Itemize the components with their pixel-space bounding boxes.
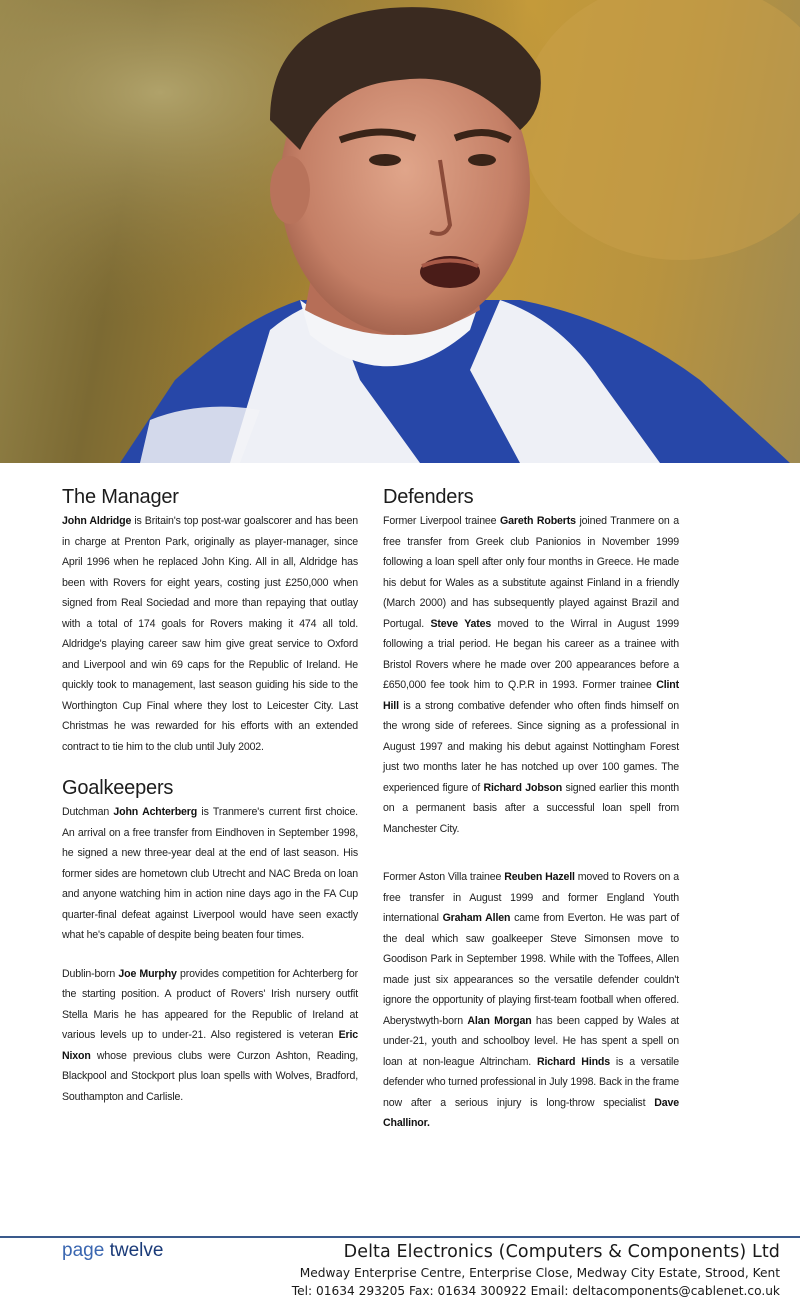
player-name: Dave Challinor. <box>383 1096 679 1129</box>
defenders-paragraph-2 <box>383 867 679 1134</box>
player-illustration <box>0 0 800 463</box>
text-run: Dublin-born <box>62 967 119 980</box>
text-run: is Tranmere's current first choice. An arrival on a free transfer from Eindhoven in September 1998, he signed a new three-year deal at the end of last season. His former sides are hometown club Utrecht and NAC Breda on loan and anyone watching him in action nine days ago in the FA Cup quarter-final defeat against Liverpool would have seen exactly what he's capable of despite being beaten four times. <box>62 806 358 941</box>
text-run: is a versatile defender who turned professional in July 1998. Back in the frame now after a serious injury is long-throw specialist <box>383 1055 679 1109</box>
player-name: Steve Yates <box>430 617 492 630</box>
left-column <box>62 484 358 1107</box>
page-label <box>62 1240 163 1262</box>
player-name: Clint Hill <box>383 679 679 712</box>
text-run: Former Liverpool trainee <box>383 515 501 527</box>
text-run: Former Aston Villa trainee <box>383 871 505 883</box>
player-name: Gareth Roberts <box>500 515 576 527</box>
manager-paragraph <box>62 511 358 757</box>
text-run: moved to the Wirral in August 1999 following a trial period. He began his career as a trainee with Bristol Rovers where he made over 200 appearances before a £650,000 fee took him to Q.P.R in 1993. Former trainee <box>383 617 679 691</box>
text-run: provides competition for Achterberg for the starting position. A product of Rovers' Irish nursery outfit Stella Maris he has appeared for the Republic of Ireland at various levels up to under-21. Also registered is veteran <box>62 967 358 1041</box>
player-name: Reuben Hazell <box>504 871 575 883</box>
text-run: Dutchman <box>62 806 114 818</box>
player-name: Richard Jobson <box>483 781 563 794</box>
defenders-heading: Defenders <box>383 486 474 508</box>
page-number: twelve <box>109 1240 164 1261</box>
text-run: is Britain's top post-war goalscorer and has been in charge at Prenton Park, originally as player-manager, since April 1996 when he replaced John King. All in all, Aldridge has been with Rovers for eight years, costing just £250,000 when signed from Real Sociedad and more than repaying that outlay with a total of 174 goals for Rovers making it 474 all told. Aldridge's playing career saw him give great service to Oxford and Liverpool and win 69 caps for the Republic of Ireland. He quickly took to management, last season guiding his side to the Worthington Cup Final where they lost to Leicester City. Last Christmas he was rewarded for his efforts with an extended contract to tie him to the club until July 2002. <box>62 515 358 753</box>
player-name: Joe Murphy <box>118 967 177 980</box>
right-column <box>383 484 679 1134</box>
sponsor-block <box>292 1240 780 1300</box>
page-word: page <box>62 1240 105 1261</box>
text-run: has been capped by Wales at under-21, youth and schoolboy level. He has spent a spell on loan at non-league Altrincham. <box>383 1014 679 1068</box>
player-name: Graham Allen <box>442 912 511 924</box>
text-run: joined Tranmere on a free transfer from Greek club Panionios in November 1999 following a loan spell after only four months in Greece. He made his debut for Wales as a substitute against Finland in a friendly (March 2000) and has subsequently played against Brazil and Portugal. <box>383 515 679 630</box>
sponsor-address: Medway Enterprise Centre, Enterprise Close, Medway City Estate, Strood, Kent <box>299 1266 780 1280</box>
footer-rule <box>0 1236 800 1238</box>
text-run: signed earlier this month on a permanent basis after a successful loan spell from Manchester City. <box>383 781 679 835</box>
text-run: moved to Rovers on a free transfer in August 1999 and former England Youth international <box>383 871 679 924</box>
text-run: came from Everton. He was part of the deal which saw goalkeeper Steve Simonsen move to Goodison Park in September 1998. While with the Toffees, Allen made just six appearances so the versatile defender couldn't ignore the opportunity of playing first-team football when offered. Aberystwyth-born <box>383 912 680 1027</box>
player-name: John Aldridge <box>62 515 132 527</box>
player-photo <box>0 0 800 463</box>
manager-heading: The Manager <box>62 486 179 508</box>
player-name: Richard Hinds <box>536 1055 610 1068</box>
sponsor-contact: Tel: 01634 293205 Fax: 01634 300922 Email: deltacomponents@cablenet.co.uk <box>291 1284 780 1298</box>
sponsor-name: Delta Electronics (Computers & Components) Ltd <box>343 1242 780 1262</box>
goalkeepers-paragraph-1 <box>62 802 358 946</box>
player-name: Eric Nixon <box>62 1029 358 1062</box>
player-name: Alan Morgan <box>467 1014 532 1027</box>
text-run: is a strong combative defender who often finds himself on the wrong side of referees. Since signing as a professional in August 1997 and making his debut against Nottingham Forest just two months later he has notched up over 100 games. The experienced figure of <box>383 699 679 794</box>
defenders-paragraph-1 <box>383 511 679 839</box>
player-name: John Achterberg <box>113 806 198 818</box>
text-run: whose previous clubs were Curzon Ashton, Reading, Blackpool and Stockport plus loan spells with Wolves, Bradford, Southampton and Carlisle. <box>62 1049 358 1103</box>
goalkeepers-heading: Goalkeepers <box>62 777 174 799</box>
goalkeepers-paragraph-2 <box>62 964 358 1108</box>
